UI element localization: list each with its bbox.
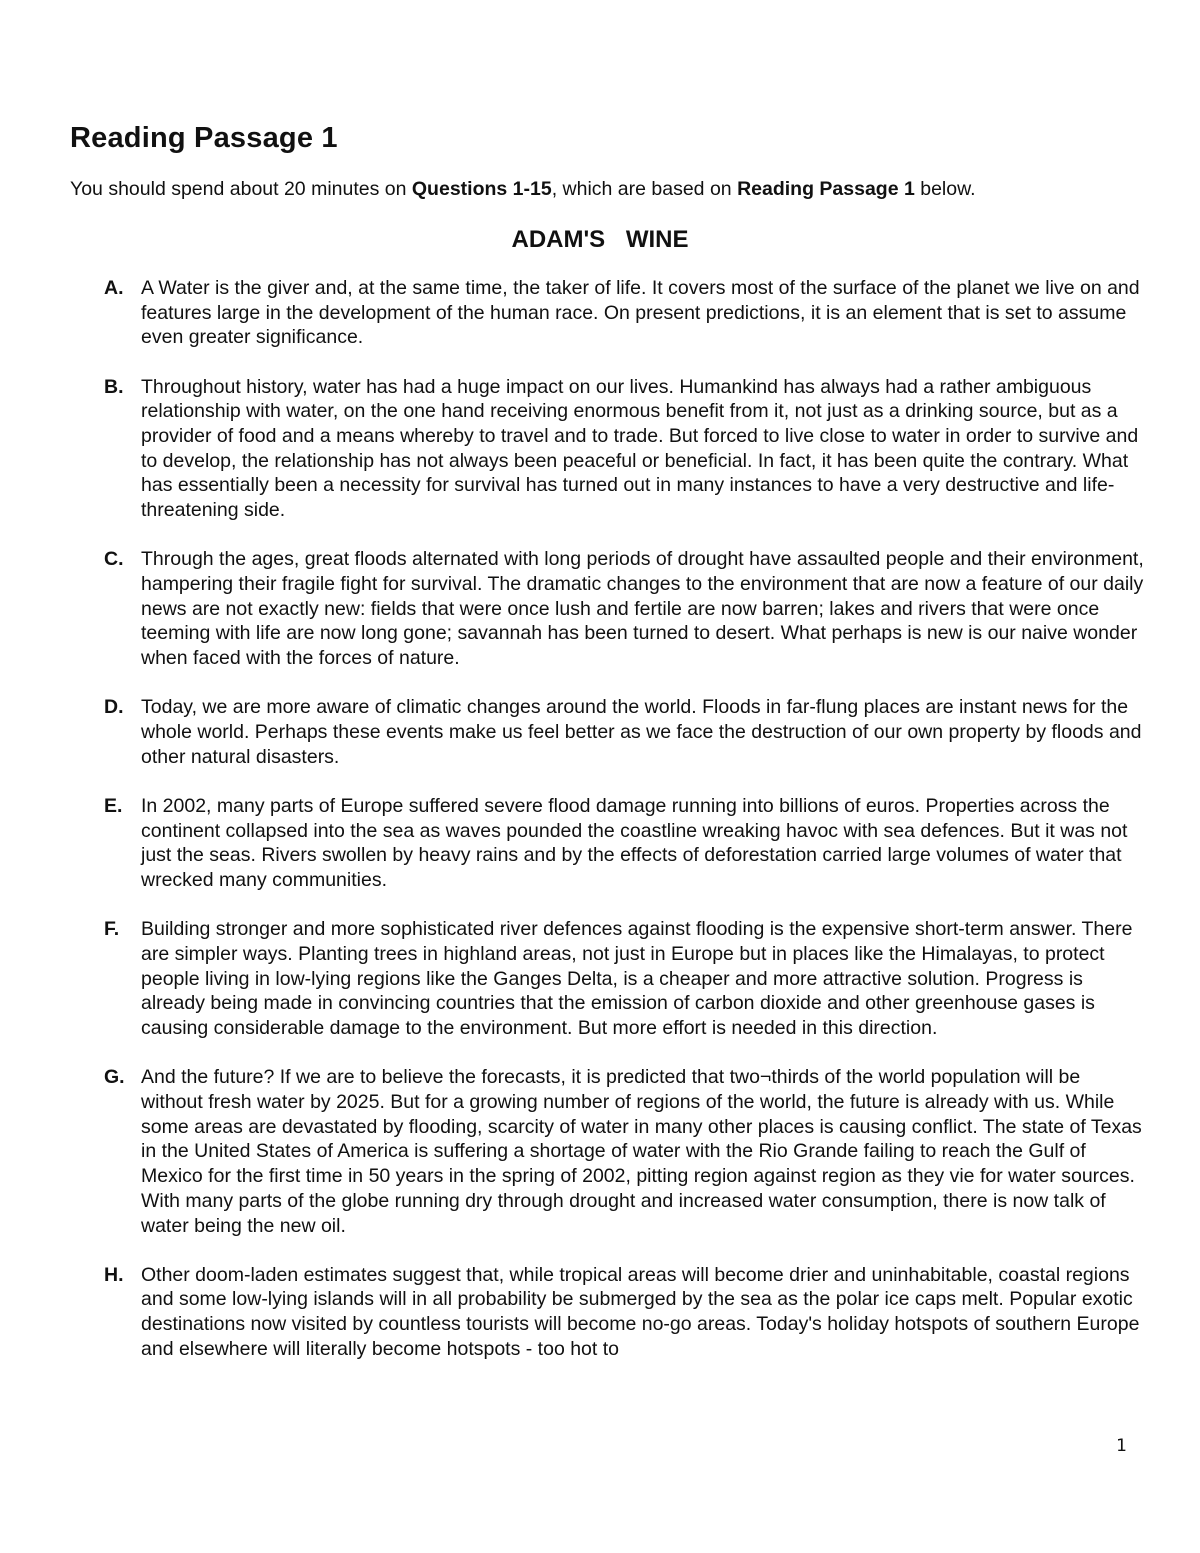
- paragraph-letter: G.: [104, 1066, 125, 1089]
- paragraph-letter: F.: [104, 918, 120, 941]
- paragraph-text: A Water is the giver and, at the same time, the taker of life. It covers most of the surface of the planet we live on and features large in the development of the human race. On present predictions, it is an element that is set to assume even greater significance.: [141, 277, 1140, 349]
- instructions-questions: Questions 1-15: [411, 178, 552, 200]
- paragraph-letter: D.: [104, 696, 124, 719]
- paragraph-a: [104, 276, 1144, 350]
- paragraph-letter: C.: [104, 548, 124, 571]
- instructions-part3: below.: [914, 178, 976, 200]
- paragraph-list: [104, 276, 1144, 1386]
- paragraph-g: [104, 1065, 1144, 1238]
- paragraph-e: [104, 794, 1144, 893]
- instructions-text: [70, 178, 976, 201]
- paragraph-d: [104, 695, 1144, 769]
- page-number: 1: [1116, 1436, 1127, 1456]
- paragraph-f: [104, 917, 1144, 1041]
- paragraph-letter: A.: [104, 277, 124, 299]
- paragraph-text: Other doom-laden estimates suggest that, while tropical areas will become drier and uninhabitable, coastal regions and some low-lying islands will in all probability be submerged by the sea as the polar ice caps melt. Popular exotic destinations now visited by countless tourists will become no-go areas. Today's holiday hotspots of southern Europe and elsewhere will literally become hotspots - too hot to: [141, 1263, 1140, 1360]
- paragraph-letter: H.: [104, 1263, 124, 1286]
- paragraph-text: Today, we are more aware of climatic changes around the world. Floods in far-flung places are instant news for the whole world. Perhaps these events make us feel better as we face the destruction of our own property by floods and other natural disasters.: [141, 696, 1142, 768]
- paragraph-letter: E.: [104, 794, 123, 817]
- paragraph-text: And the future? If we are to believe the forecasts, it is predicted that two¬thirds of the world population will be without fresh water by 2025. But for a growing number of regions of the world, the future is already with us. While some areas are devastated by flooding, scarcity of water in many other places is causing conflict. The state of Texas in the United States of America is suffering a shortage of water with the Rio Grande failing to reach the Gulf of Mexico for the first time in 50 years in the spring of 2002, pitting region against region as they vie for water sources. With many parts of the globe running dry through drought and increased water consumption, there is now talk of water being the new oil.: [141, 1066, 1142, 1237]
- paragraph-text: Throughout history, water has had a huge impact on our lives. Humankind has always had a rather ambiguous relationship with water, on the one hand receiving enormous benefit from it, not just as a drinking source, but as a provider of food and a means whereby to travel and to trade. But forced to live close to water in order to survive and to develop, the relationship has not always been peaceful or beneficial. In fact, it has been quite the contrary. What has essentially been a necessity for survival has turned out in many instances to have a very destructive and life-threatening side.: [141, 375, 1139, 522]
- paragraph-c: [104, 547, 1144, 671]
- paragraph-text: Building stronger and more sophisticated river defences against flooding is the expensive short-term answer. There are simpler ways. Planting trees in highland areas, not just in Europe but in places like the Himalayas, to protect people living in low-lying regions like the Ganges Delta, is a cheaper and more attractive solution. Progress is already being made in convincing countries that the emission of carbon dioxide and other greenhouse gases is causing considerable damage to the environment. But more effort is needed in this direction.: [141, 918, 1133, 1040]
- passage-title: ADAM'S WINE: [511, 226, 689, 253]
- instructions-part2: , which are based on: [551, 178, 738, 200]
- paragraph-text: In 2002, many parts of Europe suffered severe flood damage running into billions of euros. Properties across the continent collapsed into the sea as waves pounded the coastline wreaking havoc with sea defences. But it was not just the seas. Rivers swollen by heavy rains and by the effects of deforestation carried large volumes of water that wrecked many communities.: [141, 794, 1128, 892]
- paragraph-h: [104, 1263, 1144, 1362]
- instructions-part1: You should spend about 20 minutes on: [70, 178, 412, 200]
- paragraph-letter: B.: [104, 375, 124, 398]
- instructions-passage-ref: Reading Passage 1: [737, 178, 915, 200]
- paragraph-b: [104, 375, 1144, 523]
- page-title: Reading Passage 1: [70, 122, 338, 154]
- paragraph-text: Through the ages, great floods alternated with long periods of drought have assaulted people and their environment, hampering their fragile fight for survival. The dramatic changes to the environment that are now a feature of our daily news are not exactly new: fields that were once lush and fertile are now barren; lakes and rivers that were once teeming with life are now long gone; savannah has been turned to desert. What perhaps is new is our naive wonder when faced with the forces of nature.: [141, 548, 1144, 670]
